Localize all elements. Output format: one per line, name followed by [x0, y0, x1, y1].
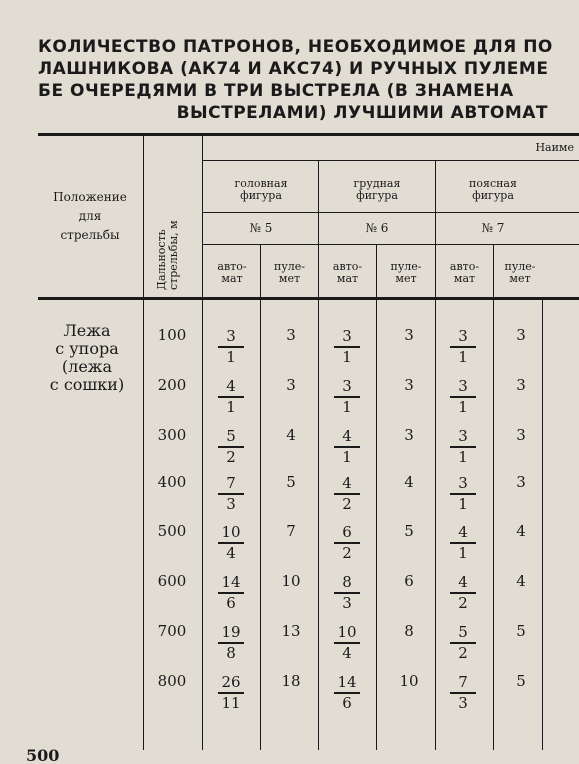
fraction-denominator: 1 — [458, 347, 468, 366]
distance-header-line: стрельбы, м — [167, 220, 180, 290]
ammo-count: 3 — [516, 326, 526, 344]
ammo-count: 3 — [404, 326, 414, 344]
page-number: 500 — [26, 746, 60, 764]
weapon-automat-label — [320, 261, 375, 285]
fraction-numerator: 19 — [221, 623, 241, 641]
figure-name-line: фигура — [240, 189, 282, 202]
position-header — [40, 190, 140, 243]
fraction-numerator: 7 — [226, 474, 236, 492]
fraction-numerator: 3 — [226, 327, 236, 345]
ammo-count: 5 — [516, 672, 526, 690]
ammo-fraction — [216, 475, 246, 513]
weapon-label-line: пуле- — [273, 260, 306, 273]
ammo-count: 10 — [399, 672, 419, 690]
weapon-label-line: мат — [336, 272, 359, 285]
fraction-numerator: 26 — [221, 673, 241, 691]
weapon-mg-label — [262, 261, 317, 285]
weapon-label-line: мат — [221, 272, 243, 285]
col-rule-figure6-inner — [376, 245, 377, 750]
fraction-denominator: 3 — [458, 693, 468, 712]
fraction-denominator: 1 — [458, 494, 468, 513]
figure-name-rule — [203, 212, 579, 213]
position-header-line: Положение — [53, 190, 127, 204]
weapon-automat-label — [205, 261, 259, 285]
distance-value: 700 — [157, 622, 187, 640]
figure-name-line: грудная — [353, 177, 401, 190]
fraction-numerator: 5 — [458, 623, 468, 641]
ammo-fraction — [448, 624, 478, 662]
position-line: Лежа — [63, 321, 111, 340]
figure-name-line: фигура — [356, 189, 398, 202]
ammo-count: 4 — [286, 426, 296, 444]
weapon-label-line: мет — [509, 272, 531, 285]
fraction-numerator: 10 — [337, 623, 357, 641]
position-header-line: для — [78, 209, 102, 223]
ammo-fraction — [216, 328, 246, 366]
fraction-numerator: 4 — [226, 377, 236, 395]
distance-value: 800 — [157, 672, 187, 690]
ammo-count: 3 — [286, 376, 296, 394]
ammo-fraction — [332, 524, 362, 562]
table-top-rule — [38, 133, 579, 136]
weapon-mg-label — [495, 261, 545, 285]
ammo-fraction — [332, 574, 362, 612]
weapon-label-line: пуле- — [504, 260, 536, 273]
col-rule-figure5-inner — [260, 245, 261, 750]
fraction-denominator: 2 — [342, 543, 352, 562]
figure-7-number: № 7 — [481, 221, 505, 235]
distance-value: 100 — [157, 326, 187, 344]
fraction-denominator: 3 — [342, 593, 352, 612]
distance-header — [156, 220, 180, 290]
ammo-count: 4 — [404, 473, 414, 491]
fraction-denominator: 3 — [226, 494, 236, 513]
ammo-fraction — [216, 428, 246, 466]
distance-value: 300 — [157, 426, 187, 444]
ammo-fraction — [448, 475, 478, 513]
distance-value: 200 — [157, 376, 187, 394]
weapon-label-line: мет — [278, 272, 301, 285]
title-line: КОЛИЧЕСТВО ПАТРОНОВ, НЕОБХОДИМОЕ ДЛЯ ПО — [38, 37, 553, 57]
fraction-denominator: 6 — [342, 693, 352, 712]
fraction-numerator: 4 — [342, 474, 352, 492]
ammo-count: 6 — [404, 572, 414, 590]
fraction-denominator: 4 — [226, 543, 236, 562]
ammo-count: 4 — [516, 522, 526, 540]
fraction-denominator: 1 — [226, 397, 236, 416]
fraction-numerator: 10 — [221, 523, 241, 541]
col-rule-figure7-inner — [493, 245, 494, 750]
col-rule-position — [143, 136, 144, 750]
position-line: с упора — [55, 339, 119, 358]
ammo-fraction — [448, 674, 478, 712]
ammo-fraction — [448, 524, 478, 562]
figure-6-name — [320, 178, 434, 202]
ammo-fraction — [448, 574, 478, 612]
title-line: ВЫСТРЕЛАМИ) ЛУЧШИМИ АВТОМАТ — [176, 103, 548, 123]
figure-5-number: № 5 — [249, 221, 273, 235]
firing-position-text — [36, 322, 138, 394]
fraction-numerator: 4 — [458, 573, 468, 591]
fraction-numerator: 3 — [342, 327, 352, 345]
fraction-numerator: 4 — [458, 523, 468, 541]
fraction-denominator: 8 — [226, 643, 236, 662]
title-line: ЛАШНИКОВА (АК74 И АКС74) И РУЧНЫХ ПУЛЕМЕ — [38, 59, 549, 79]
position-line: с сошки) — [49, 375, 125, 394]
col-rule-figure7 — [435, 161, 436, 750]
figure-7-name — [437, 178, 549, 202]
ammo-fraction — [448, 328, 478, 366]
ammo-count: 5 — [286, 473, 296, 491]
fraction-denominator: 1 — [342, 447, 352, 466]
figure-name-line: головная — [234, 177, 288, 190]
ammo-count: 3 — [286, 326, 296, 344]
fraction-numerator: 7 — [458, 673, 468, 691]
fraction-numerator: 4 — [342, 427, 352, 445]
fraction-denominator: 2 — [458, 593, 468, 612]
ammo-count: 3 — [404, 426, 414, 444]
weapon-label-line: авто- — [332, 260, 363, 273]
ammo-count: 3 — [404, 376, 414, 394]
col-rule-figure6 — [318, 161, 319, 750]
ammo-count: 4 — [516, 572, 526, 590]
target-group-header: Наиме — [535, 141, 574, 154]
ammo-count: 10 — [281, 572, 301, 590]
ammo-count: 3 — [516, 473, 526, 491]
table-right-edge — [542, 300, 543, 750]
ammo-fraction — [216, 524, 246, 562]
weapon-label-line: мат — [453, 272, 476, 285]
ammo-fraction — [448, 428, 478, 466]
position-header-line: стрельбы — [60, 228, 120, 242]
position-line: (лежа — [61, 357, 113, 376]
weapon-label-line: мет — [395, 272, 417, 285]
weapon-mg-label — [378, 261, 434, 285]
col-rule-distance — [202, 136, 203, 750]
fraction-denominator: 1 — [342, 397, 352, 416]
fraction-denominator: 6 — [226, 593, 236, 612]
figure-name-line: фигура — [472, 189, 514, 202]
group-header-rule — [203, 160, 579, 161]
ammo-fraction — [216, 624, 246, 662]
fraction-denominator: 4 — [342, 643, 352, 662]
ammo-fraction — [332, 475, 362, 513]
fraction-numerator: 5 — [226, 427, 236, 445]
ammo-fraction — [448, 378, 478, 416]
header-bottom-rule — [38, 297, 579, 300]
ammo-fraction — [332, 624, 362, 662]
fraction-denominator: 1 — [458, 543, 468, 562]
ammo-count: 5 — [404, 522, 414, 540]
ammo-fraction — [332, 428, 362, 466]
weapon-automat-label — [437, 261, 492, 285]
fraction-denominator: 1 — [226, 347, 236, 366]
fraction-numerator: 8 — [342, 573, 352, 591]
distance-value: 400 — [157, 473, 187, 491]
ammo-fraction — [332, 328, 362, 366]
distance-header-line: Дальность — [155, 229, 168, 290]
ammo-fraction — [216, 574, 246, 612]
fraction-numerator: 3 — [458, 327, 468, 345]
figure-name-line: поясная — [469, 177, 517, 190]
distance-value: 500 — [157, 522, 187, 540]
ammo-fraction — [216, 378, 246, 416]
fraction-numerator: 3 — [458, 377, 468, 395]
fraction-denominator: 11 — [221, 693, 241, 712]
ammo-fraction — [332, 378, 362, 416]
fraction-numerator: 14 — [221, 573, 241, 591]
fraction-numerator: 3 — [342, 377, 352, 395]
fraction-denominator: 2 — [458, 643, 468, 662]
weapon-label-line: авто- — [449, 260, 480, 273]
fraction-denominator: 2 — [342, 494, 352, 513]
distance-value: 600 — [157, 572, 187, 590]
table-title — [38, 36, 553, 124]
title-line: БЕ ОЧЕРЕДЯМИ В ТРИ ВЫСТРЕЛА (В ЗНАМЕНА — [38, 81, 514, 101]
ammo-count: 3 — [516, 376, 526, 394]
fraction-numerator: 3 — [458, 474, 468, 492]
ammo-count: 13 — [281, 622, 301, 640]
weapon-label-line: авто- — [217, 260, 247, 273]
ammo-count: 3 — [516, 426, 526, 444]
fraction-denominator: 1 — [458, 447, 468, 466]
fraction-denominator: 2 — [226, 447, 236, 466]
fraction-numerator: 3 — [458, 427, 468, 445]
ammo-count: 18 — [281, 672, 301, 690]
fraction-denominator: 1 — [342, 347, 352, 366]
fraction-numerator: 14 — [337, 673, 357, 691]
ammo-count: 7 — [286, 522, 296, 540]
fraction-denominator: 1 — [458, 397, 468, 416]
ammo-count: 8 — [404, 622, 414, 640]
figure-5-name — [205, 178, 317, 202]
ammo-fraction — [216, 674, 246, 712]
fraction-numerator: 6 — [342, 523, 352, 541]
ammo-count: 5 — [516, 622, 526, 640]
figure-6-number: № 6 — [365, 221, 389, 235]
ammo-fraction — [332, 674, 362, 712]
weapon-label-line: пуле- — [390, 260, 422, 273]
